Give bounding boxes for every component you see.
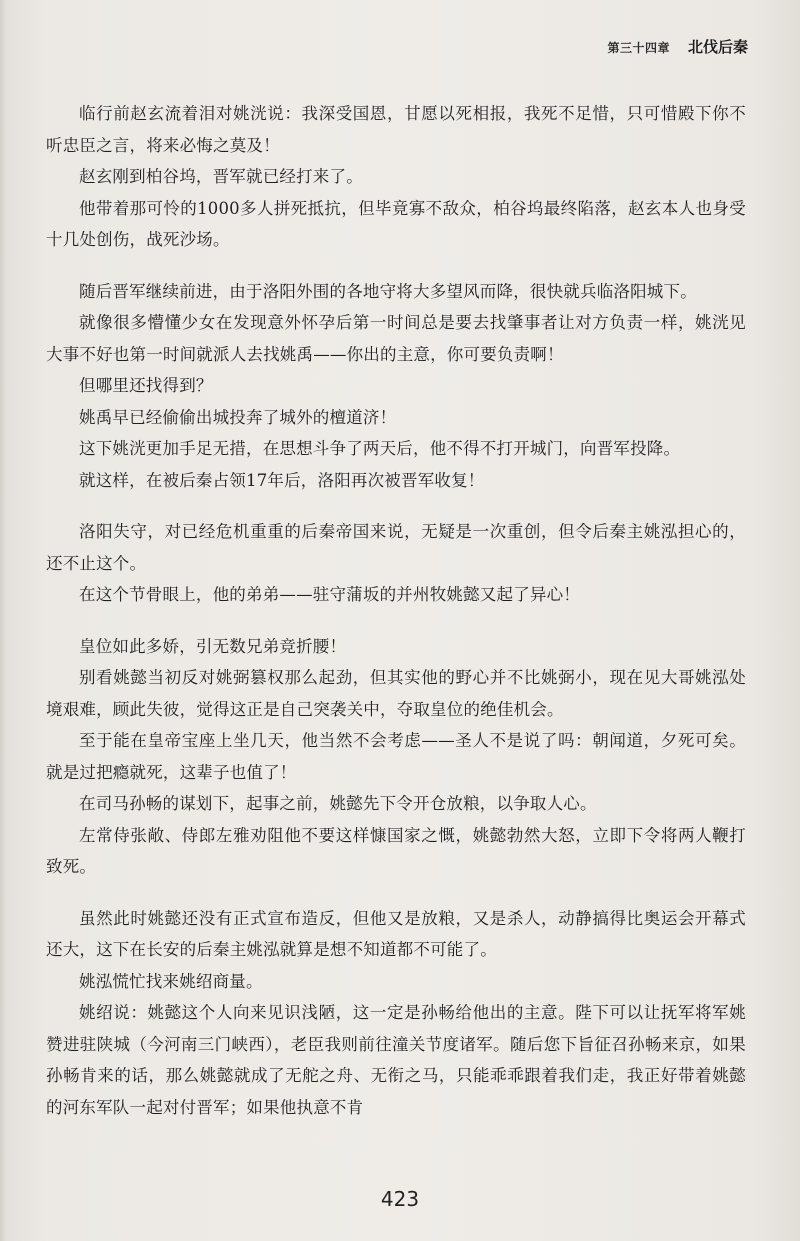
paragraph: 就这样，在被后秦占领17年后，洛阳再次被晋军收复！	[79, 470, 485, 490]
paragraph: 但哪里还找得到？	[79, 376, 213, 395]
running-header	[607, 36, 748, 57]
chapter-number: 第三十四章	[607, 41, 670, 55]
paragraph: 就像很多懵懂少女在发现意外怀孕后第一时间总是要去找肇事者让对方负责一样，姚洸见大事不好也第一时间就派人去找姚禹——你出的主意，你可要负责啊！	[46, 313, 746, 364]
page-body	[46, 98, 746, 1123]
section-gap	[46, 496, 746, 516]
paragraph: 别看姚懿当初反对姚弼篡权那么起劲，但其实他的野心并不比姚弼小，现在见大哥姚泓处境艰难，顾此失彼，觉得这正是自己突袭关中，夺取皇位的绝佳机会。	[46, 668, 746, 719]
chapter-title: 北伐后秦	[687, 38, 748, 56]
section-gap	[46, 256, 746, 276]
paragraph: 随后晋军继续前进，由于洛阳外围的各地守将大多望风而降，很快就兵临洛阳城下。	[79, 281, 697, 301]
paragraph: 左常侍张敞、侍郎左雅劝阻他不要这样慷国家之慨，姚懿勃然大怒，立即下令将两人鞭打致死。	[46, 825, 746, 876]
section-gap	[46, 883, 746, 903]
paragraph: 虽然此时姚懿还没有正式宣布造反，但他又是放粮，又是杀人，动静搞得比奥运会开幕式还大，这下在长安的后秦主姚泓就算是想不知道都不可能了。	[46, 908, 746, 959]
paragraph: 他带着那可怜的1000多人拼死抵抗，但毕竟寡不敌众，柏谷坞最终陷落，赵玄本人也身受十几处创伤，战死沙场。	[46, 198, 746, 249]
paragraph: 姚绍说：姚懿这个人向来见识浅陋，这一定是孙畅给他出的主意。陛下可以让抚军将军姚赞进驻陕城（今河南三门峡西），老臣我则前往潼关节度诸军。随后您下旨征召孙畅来京，如果孙畅肯来的话，那么姚懿就成了无舵之舟、无衔之马，只能乖乖跟着我们走，我正好带着姚懿的河东军队一起对付晋军；如果他执意不肯	[46, 1003, 746, 1117]
paragraph: 临行前赵玄流着泪对姚洸说：我深受国恩，甘愿以死相报，我死不足惜，只可惜殿下你不听忠臣之言，将来必悔之莫及！	[46, 104, 746, 155]
paragraph: 赵玄刚到柏谷坞，晋军就已经打来了。	[79, 167, 363, 186]
paragraph: 在司马孙畅的谋划下，起事之前，姚懿先下令开仓放粮，以争取人心。	[79, 794, 597, 813]
paragraph: 姚泓慌忙找来姚绍商量。	[79, 971, 263, 991]
section-gap	[46, 611, 746, 631]
page-number: 423	[380, 1187, 420, 1211]
paragraph: 洛阳失守，对已经危机重重的后秦帝国来说，无疑是一次重创，但令后秦主姚泓担心的，还不止这个。	[46, 522, 746, 573]
paragraph: 这下姚洸更加手足无措，在思想斗争了两天后，他不得不打开城门，向晋军投降。	[79, 439, 681, 458]
paragraph: 皇位如此多娇，引无数兄弟竞折腰！	[79, 636, 347, 656]
paragraph: 在这个节骨眼上，他的弟弟——驻守蒲坂的并州牧姚懿又起了异心！	[79, 585, 580, 604]
page-gutter-shadow	[0, 0, 6, 1241]
paragraph: 姚禹早已经偷偷出城投奔了城外的檀道济！	[79, 407, 397, 427]
paragraph: 至于能在皇帝宝座上坐几天，他当然不会考虑——圣人不是说了吗：朝闻道，夕死可矣。就是过把瘾就死，这辈子也值了！	[46, 731, 746, 782]
